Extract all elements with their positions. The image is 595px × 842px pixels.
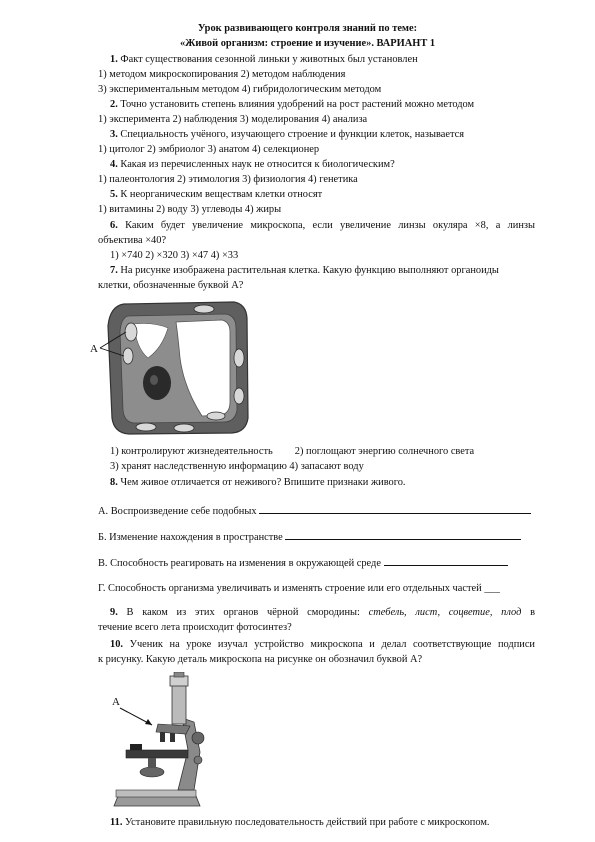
- answer-c-field[interactable]: [384, 555, 508, 566]
- organ-list: стебель, лист, соцветие, плод: [368, 607, 522, 618]
- question-text: Ученик на уроке изучал устройство микроскопа и делал соответствующие подписи: [129, 639, 535, 650]
- question-number: 10.: [110, 639, 123, 650]
- question-4: [110, 157, 535, 172]
- question-number: 3.: [110, 129, 118, 140]
- question-text-tail: в: [530, 607, 535, 618]
- answer-a-field[interactable]: [259, 503, 531, 514]
- question-6-text-cont: объектива ×40?: [98, 235, 167, 246]
- question-1-options-a: 1) методом микроскопирования 2) методом наблюдения: [98, 69, 346, 80]
- question-11: [110, 815, 535, 830]
- question-text: Специальность учёного, изучающего строение и функции клеток, называется: [120, 129, 465, 140]
- option-1: 1) контролируют жизнедеятельность: [110, 446, 273, 457]
- question-text: На рисунке изображена растительная клетка. Какую функцию выполняют органоиды: [120, 265, 499, 276]
- answer-label: В. Способность реагировать на изменения в окружающей среде: [98, 558, 381, 569]
- question-1-options-b: 3) экспериментальным методом 4) гибридологическим методом: [98, 84, 382, 95]
- question-number: 8.: [110, 477, 118, 488]
- answer-label: А. Воспроизведение себе подобных: [98, 506, 257, 517]
- question-9: [110, 605, 535, 620]
- question-number: 7.: [110, 265, 118, 276]
- question-1: [110, 52, 535, 67]
- question-number: 9.: [110, 607, 118, 618]
- question-number: 5.: [110, 189, 118, 200]
- option-2: 2) поглощают энергию солнечного света: [294, 446, 475, 457]
- plant-cell-figure: [84, 298, 254, 438]
- question-10: [110, 637, 535, 652]
- question-number: 2.: [110, 99, 118, 110]
- question-text: Установите правильную последовательность действий при работе с микроскопом.: [125, 817, 490, 828]
- question-text: Чем живое отличается от неживого? Впишите признаки живого.: [120, 477, 406, 488]
- question-number: 1.: [110, 54, 118, 65]
- question-text: К неорганическим веществам клетки относят: [120, 189, 323, 200]
- answer-d: Г. Способность организма увеличивать и изменять строение или его отдельных частей ___: [98, 583, 500, 594]
- question-text: В каком из этих органов чёрной смородины:: [126, 607, 360, 618]
- question-8: [110, 475, 535, 490]
- answer-c: [98, 555, 535, 571]
- question-7-options-b: 3) хранят наследственную информацию 4) запасают воду: [110, 461, 364, 472]
- question-number: 11.: [110, 817, 123, 828]
- microscope-figure: [108, 672, 238, 812]
- question-5-options: 1) витамины 2) воду 3) углеводы 4) жиры: [98, 204, 282, 215]
- question-text: Точно установить степень влияния удобрений на рост растений можно методом: [120, 99, 475, 110]
- question-text: Какая из перечисленных наук не относится к биологическим?: [120, 159, 395, 170]
- question-2-options: 1) эксперимента 2) наблюдения 3) моделирования 4) анализа: [98, 114, 368, 125]
- question-3-options: 1) цитолог 2) эмбриолог 3) анатом 4) селекционер: [98, 144, 320, 155]
- question-7-text-cont: клетки, обозначенные буквой А?: [98, 280, 244, 291]
- page-title-line1: Урок развивающего контроля знаний по теме:: [197, 23, 418, 34]
- question-number: 4.: [110, 159, 118, 170]
- page-title-line2: «Живой организм: строение и изучение». ВАРИАНТ 1: [179, 38, 436, 49]
- question-text: Каким будет увеличение микроскопа, если увеличение линзы окуляра ×8, а линзы: [125, 220, 535, 231]
- question-9-text-cont: течение всего лета происходит фотосинтез?: [98, 622, 292, 633]
- answer-b-field[interactable]: [285, 529, 521, 540]
- answer-label: Б. Изменение нахождения в пространстве: [98, 532, 283, 543]
- question-2: [110, 97, 535, 112]
- question-10-text-cont: к рисунку. Какую деталь микроскопа на рисунке он обозначил буквой А?: [98, 654, 423, 665]
- question-7: [110, 263, 535, 278]
- question-number: 6.: [110, 220, 118, 231]
- answer-b: [98, 529, 535, 545]
- question-6: [110, 218, 535, 233]
- cell-label-a: А: [90, 343, 98, 355]
- question-4-options: 1) палеонтология 2) этимология 3) физиология 4) генетика: [98, 174, 358, 185]
- question-5: [110, 187, 535, 202]
- microscope-label-a: А: [112, 696, 120, 708]
- question-6-options: 1) ×740 2) ×320 3) ×47 4) ×33: [110, 250, 239, 261]
- question-7-options-a: [110, 444, 535, 459]
- answer-a: [98, 503, 535, 519]
- question-3: [110, 127, 535, 142]
- question-text: Факт существования сезонной линьки у животных был установлен: [120, 54, 418, 65]
